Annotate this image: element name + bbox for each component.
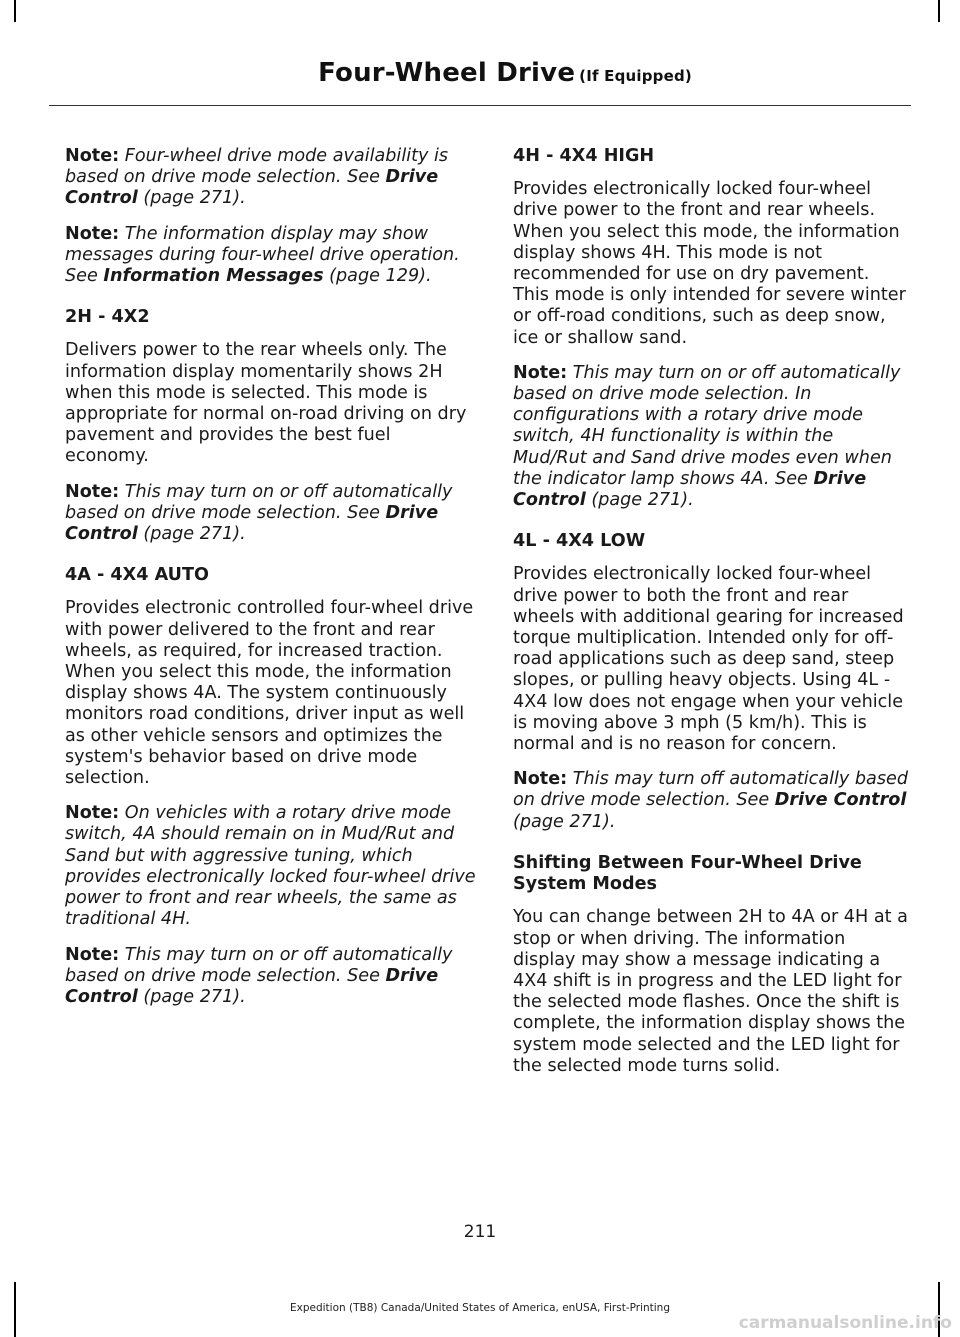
para-2h: Delivers power to the rear wheels only. The information display momentarily shows 2H when this mode is selected. This mode is appropriate for normal on-road driving on dry pavement and provides the best fuel economy. xyxy=(65,340,467,467)
watermark: carmanualsonline.info xyxy=(738,1313,952,1333)
note-4l: Note: This may turn off automatically based on drive mode selection. See Drive Control (page 271). xyxy=(513,769,908,832)
note-4a: Note: This may turn on or off automatically based on drive mode selection. See Drive Control (page 271). xyxy=(65,944,453,1007)
note-2h: Note: This may turn on or off automatically based on drive mode selection. See Drive Control (page 271). xyxy=(65,481,453,545)
footer-text: Expedition (TB8) Canada/United States of America, enUSA, First-Printing xyxy=(289,1302,670,1314)
header-rule xyxy=(49,105,911,106)
para-4h: Provides electronically locked four-wheel drive power to the front and rear wheels. When you select this mode, the information display shows 4H. This mode is not recommended for use on dry pavement. This mode is only intended for severe winter or off-road conditions, such as deep snow, ice or shallow sand. xyxy=(513,179,906,348)
para-4a: Provides electronic controlled four-wheel drive with power delivered to the front and rear wheels, as required, for increased traction. When you select this mode, the information display shows 4A. The system continuously monitors road conditions, driver input as well as other vehicle sensors and optimizes the system's behavior based on drive mode selection. xyxy=(65,598,474,789)
xref-drive-control[interactable]: Drive Control xyxy=(65,502,439,545)
heading-4h: 4H - 4X4 HIGH xyxy=(513,146,655,166)
xref-drive-control[interactable]: Drive Control xyxy=(513,468,867,511)
crop-mark-top-left xyxy=(14,0,16,22)
para-shifting: You can change between 2H to 4A or 4H at a stop or when driving. The information display may show a message indicating a 4X4 shift is in progress and the LED light for the selected mode flashes. Once the shift is complete, the information display shows the system mode selected and the LED light for the selected mode turns solid. xyxy=(513,907,908,1076)
right-column xyxy=(513,146,909,1091)
para-4l: Provides electronically locked four-wheel drive power to both the front and rear wheels with additional gearing for increased torque multiplication. Intended only for off-road applications such as deep sand, steep slopes, or pulling heavy objects. Using 4L - 4X4 low does not engage when your vehicle is moving above 3 mph (5 km/h). This is normal and is no reason for concern. xyxy=(513,564,904,755)
heading-2h: 2H - 4X2 xyxy=(65,307,150,328)
left-column xyxy=(65,146,477,1022)
note-4a-rotary: Note: On vehicles with a rotary drive mode switch, 4A should remain on in Mud/Rut and Sand but with aggressive tuning, which provides electronically locked four-wheel drive power to front and rear wheels, the same as traditional 4H. xyxy=(65,803,476,930)
note-messages: Note: The information display may show messages during four-wheel drive operation. See Information Messages (page 129). xyxy=(65,223,460,287)
heading-shifting: Shifting Between Four-Wheel Drive System Modes xyxy=(513,852,862,895)
note-availability: Note: Four-wheel drive mode availability is based on drive mode selection. See Drive Control (page 271). xyxy=(65,146,449,209)
crop-mark-top-right xyxy=(938,0,940,22)
page-number: 211 xyxy=(463,1222,497,1242)
xref-information-messages[interactable]: Information Messages xyxy=(103,266,324,287)
xref-drive-control[interactable]: Drive Control xyxy=(65,965,439,1007)
page-title xyxy=(318,58,692,88)
heading-4l: 4L - 4X4 LOW xyxy=(513,531,646,552)
page-title-subtitle: (If Equipped) xyxy=(579,67,692,85)
heading-4a: 4A - 4X4 AUTO xyxy=(65,565,209,586)
page-title-text: Four-Wheel Drive xyxy=(318,58,576,88)
note-4h: Note: This may turn on or off automatically based on drive mode selection. In configurations with a rotary drive mode switch, 4H functionality is within the Mud/Rut and Sand drive modes even when the indicator lamp shows 4A. See Drive Control (page 271). xyxy=(513,362,901,511)
xref-drive-control[interactable]: Drive Control xyxy=(65,167,439,209)
xref-drive-control[interactable]: Drive Control xyxy=(774,790,907,811)
